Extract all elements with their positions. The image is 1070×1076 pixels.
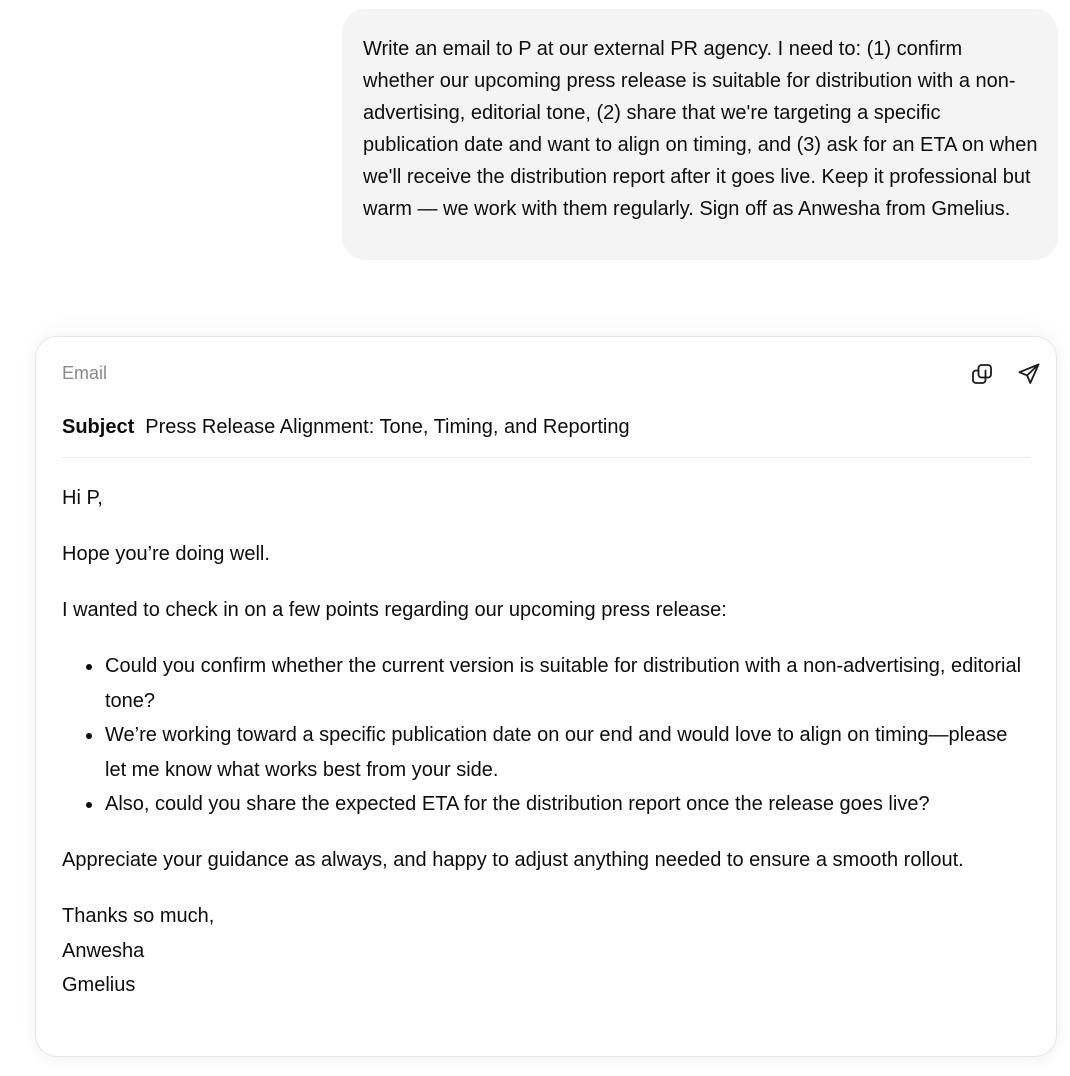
email-bullet-list (62, 649, 1022, 822)
email-intro: I wanted to check in on a few points regarding our upcoming press release: (62, 599, 727, 621)
send-icon (1017, 362, 1041, 386)
copy-button[interactable] (967, 359, 997, 389)
email-bullet-item: • Also, could you share the expected ETA for the distribution report once the release goes live? (104, 787, 1022, 822)
email-bullet-item: • We’re working toward a specific publication date on our end and would love to align on timing—please let me know what works best from your side. (104, 718, 1022, 787)
send-button[interactable] (1014, 359, 1044, 389)
email-bullet-item: • Could you confirm whether the current version is suitable for distribution with a non-advertising, editorial tone? (104, 649, 1022, 718)
subject-divider (62, 457, 1030, 458)
subject-row (62, 411, 630, 443)
email-greeting: Hi P, (62, 487, 103, 509)
email-closing-paragraph: Appreciate your guidance as always, and happy to adjust anything needed to ensure a smooth rollout. (62, 849, 964, 871)
signature-company: Gmelius (62, 974, 136, 996)
email-body (62, 481, 1022, 1003)
user-message-text: Write an email to P at our external PR agency. I need to: (1) confirm whether our upcoming press release is suitable for distribution with a non-advertising, editorial tone, (2) share that we're targeting a specific publication date and want to align on timing, and (3) ask for an ETA on when we'll receive the distribution report after it goes live. Keep it professional but warm — we work with them regularly. Sign off as Anwesha from Gmelius. (363, 38, 1038, 220)
email-draft-card (35, 336, 1057, 1057)
email-card-label: Email (62, 363, 108, 383)
email-opening: Hope you’re doing well. (62, 543, 270, 565)
signature-name: Anwesha (62, 939, 145, 962)
email-signature (62, 899, 1022, 1003)
subject-label: Subject (62, 416, 135, 438)
user-message-bubble (342, 9, 1058, 260)
subject-text: Press Release Alignment: Tone, Timing, and Reporting (145, 416, 630, 438)
email-signoff: Thanks so much, (62, 905, 215, 927)
copy-icon (970, 362, 994, 386)
